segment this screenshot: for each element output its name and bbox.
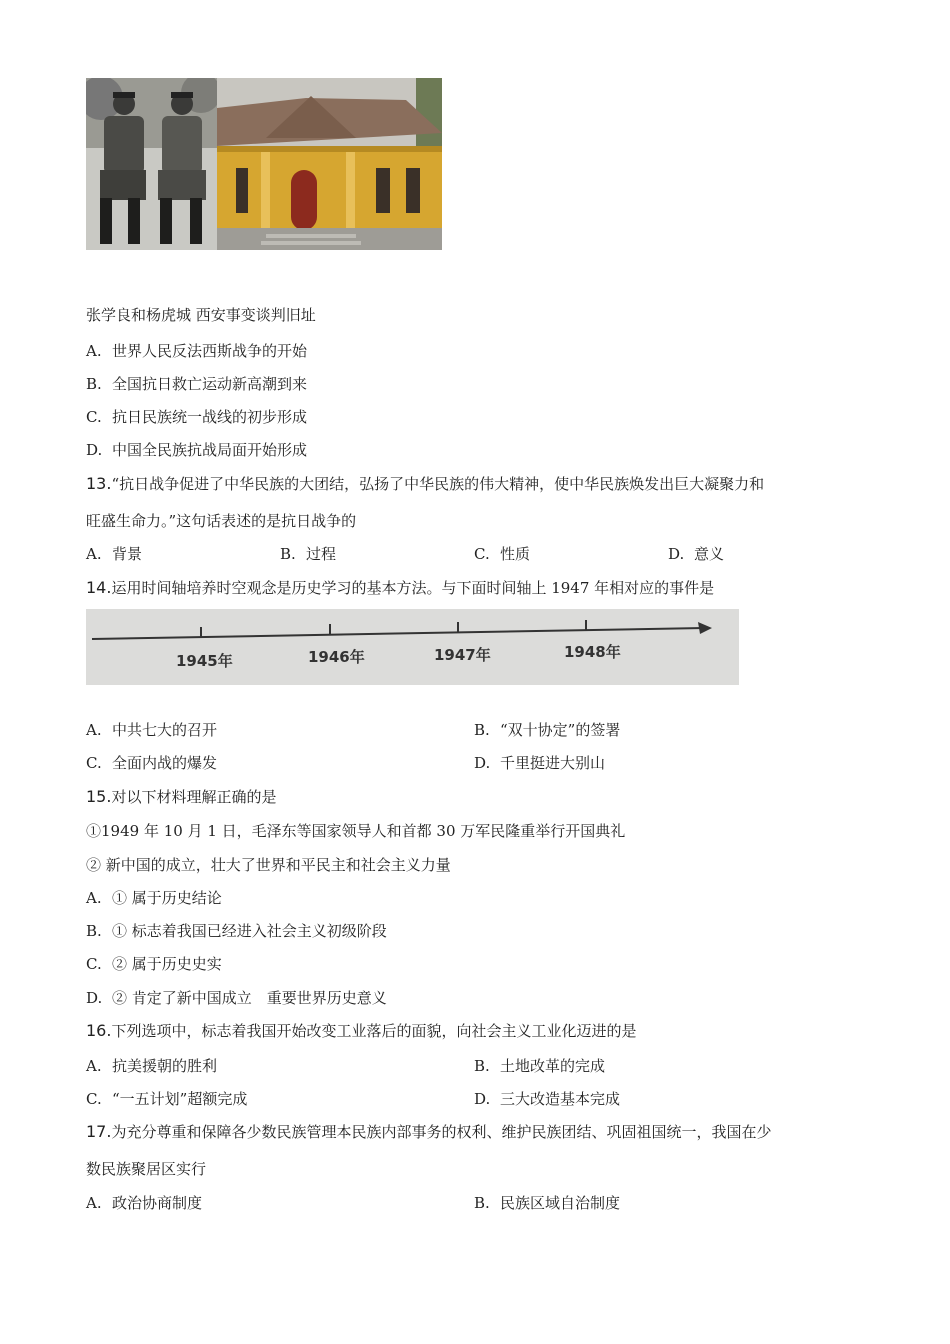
q14-option-d[interactable] bbox=[474, 753, 605, 773]
q17-option-b[interactable] bbox=[474, 1193, 620, 1213]
option-letter: A. bbox=[86, 1194, 102, 1212]
timeline-year-1947: 1947年 bbox=[434, 646, 491, 664]
option-letter: B. bbox=[280, 545, 296, 563]
option-letter: C. bbox=[86, 955, 102, 973]
question-number: 17. bbox=[86, 1122, 112, 1141]
q15-option-a[interactable] bbox=[86, 888, 222, 908]
q12-option-c[interactable] bbox=[86, 407, 307, 427]
option-text: 三大改造基本完成 bbox=[500, 1090, 621, 1108]
q12-option-a[interactable] bbox=[86, 341, 307, 361]
option-text: ② 肯定了新中国成立 重要世界历史意义 bbox=[112, 989, 387, 1007]
option-letter: C. bbox=[86, 754, 102, 772]
q15-option-d[interactable] bbox=[86, 988, 387, 1008]
q14-option-a[interactable] bbox=[86, 720, 217, 740]
q12-option-b[interactable] bbox=[86, 374, 307, 394]
question-text: 对以下材料理解正确的是 bbox=[111, 788, 277, 806]
option-letter: B. bbox=[86, 922, 102, 940]
option-letter: D. bbox=[86, 441, 103, 459]
q16-option-a[interactable] bbox=[86, 1056, 217, 1076]
q16-option-c[interactable] bbox=[86, 1089, 247, 1109]
option-text: 背景 bbox=[112, 545, 143, 563]
option-text: 中共七大的召开 bbox=[112, 721, 218, 739]
q17-stem-line2: 数民族聚居区实行 bbox=[86, 1160, 207, 1178]
option-letter: C. bbox=[86, 1090, 102, 1108]
option-letter: A. bbox=[86, 545, 102, 563]
option-letter: C. bbox=[474, 545, 490, 563]
option-text: 民族区域自治制度 bbox=[500, 1194, 621, 1212]
option-letter: A. bbox=[86, 1057, 102, 1075]
q15-material-1: ①1949 年 10 月 1 日，毛泽东等国家领导人和首都 30 万军民隆重举行开国典礼 bbox=[86, 822, 626, 840]
option-text: 抗日民族统一战线的初步形成 bbox=[112, 408, 308, 426]
option-text: 千里挺进大别山 bbox=[500, 754, 606, 772]
timeline-year-1948: 1948年 bbox=[564, 643, 621, 661]
q13-option-b[interactable] bbox=[280, 544, 336, 564]
question-number: 16. bbox=[86, 1021, 112, 1040]
option-text: 性质 bbox=[500, 545, 531, 563]
option-letter: C. bbox=[86, 408, 102, 426]
q14-stem bbox=[86, 578, 714, 598]
q13-option-c[interactable] bbox=[474, 544, 530, 564]
question-number: 15. bbox=[86, 787, 112, 806]
q13-option-d[interactable] bbox=[668, 544, 724, 564]
question-text: “抗日战争促进了中华民族的大团结，弘扬了中华民族的伟大精神，使中华民族焕发出巨大凝聚力和 bbox=[111, 475, 765, 493]
q13-stem-line2: 旺盛生命力。”这句话表述的是抗日战争的 bbox=[86, 512, 357, 530]
q15-material-2: ② 新中国的成立，壮大了世界和平民主和社会主义力量 bbox=[86, 856, 451, 874]
option-text: 政治协商制度 bbox=[112, 1194, 203, 1212]
q16-stem bbox=[86, 1021, 636, 1041]
q14-option-b[interactable] bbox=[474, 720, 620, 740]
option-text: 中国全民族抗战局面开始形成 bbox=[112, 441, 308, 459]
q16-option-b[interactable] bbox=[474, 1056, 605, 1076]
option-text: “双十协定”的签署 bbox=[500, 721, 621, 739]
q17-stem-line1 bbox=[86, 1122, 771, 1142]
option-text: 意义 bbox=[694, 545, 725, 563]
option-letter: B. bbox=[86, 375, 102, 393]
q13-stem-line1 bbox=[86, 474, 764, 494]
option-text: 全面内战的爆发 bbox=[112, 754, 218, 772]
option-letter: B. bbox=[474, 1194, 490, 1212]
q15-option-c[interactable] bbox=[86, 954, 222, 974]
question-number: 13. bbox=[86, 474, 112, 493]
option-letter: B. bbox=[474, 1057, 490, 1075]
question-text: 为充分尊重和保障各少数民族管理本民族内部事务的权利、维护民族团结、巩固祖国统一，我国在少 bbox=[111, 1123, 772, 1141]
option-letter: D. bbox=[474, 754, 491, 772]
option-letter: D. bbox=[86, 989, 103, 1007]
option-text: ① 标志着我国已经进入社会主义初级阶段 bbox=[112, 922, 387, 940]
option-letter: B. bbox=[474, 721, 490, 739]
portrait-photo bbox=[86, 78, 221, 250]
question-text: 下列选项中，标志着我国开始改变工业落后的面貌，向社会主义工业化迈进的是 bbox=[111, 1022, 637, 1040]
option-text: “一五计划”超额完成 bbox=[112, 1090, 248, 1108]
building-photo bbox=[217, 78, 442, 250]
timeline-svg bbox=[86, 609, 739, 685]
q15-stem bbox=[86, 787, 276, 807]
photo-caption: 张学良和杨虎城 西安事变谈判旧址 bbox=[86, 306, 316, 324]
option-letter: A. bbox=[86, 721, 102, 739]
option-text: ① 属于历史结论 bbox=[112, 889, 222, 907]
option-text: 全国抗日救亡运动新高潮到来 bbox=[112, 375, 308, 393]
xian-incident-photos bbox=[86, 78, 442, 250]
option-letter: D. bbox=[668, 545, 685, 563]
photos-svg bbox=[86, 78, 442, 250]
timeline-image bbox=[86, 609, 739, 685]
option-text: ② 属于历史史实 bbox=[112, 955, 222, 973]
q14-option-c[interactable] bbox=[86, 753, 217, 773]
option-letter: D. bbox=[474, 1090, 491, 1108]
option-text: 抗美援朝的胜利 bbox=[112, 1057, 218, 1075]
q13-option-a[interactable] bbox=[86, 544, 142, 564]
option-letter: A. bbox=[86, 342, 102, 360]
q16-option-d[interactable] bbox=[474, 1089, 620, 1109]
question-number: 14. bbox=[86, 578, 112, 597]
option-letter: A. bbox=[86, 889, 102, 907]
option-text: 土地改革的完成 bbox=[500, 1057, 606, 1075]
question-text: 运用时间轴培养时空观念是历史学习的基本方法。与下面时间轴上 1947 年相对应的事件是 bbox=[111, 579, 715, 597]
q12-option-d[interactable] bbox=[86, 440, 307, 460]
timeline-year-1946: 1946年 bbox=[308, 648, 365, 666]
q17-option-a[interactable] bbox=[86, 1193, 202, 1213]
timeline-year-1945: 1945年 bbox=[176, 652, 233, 670]
q15-option-b[interactable] bbox=[86, 921, 387, 941]
option-text: 世界人民反法西斯战争的开始 bbox=[112, 342, 308, 360]
option-text: 过程 bbox=[306, 545, 337, 563]
